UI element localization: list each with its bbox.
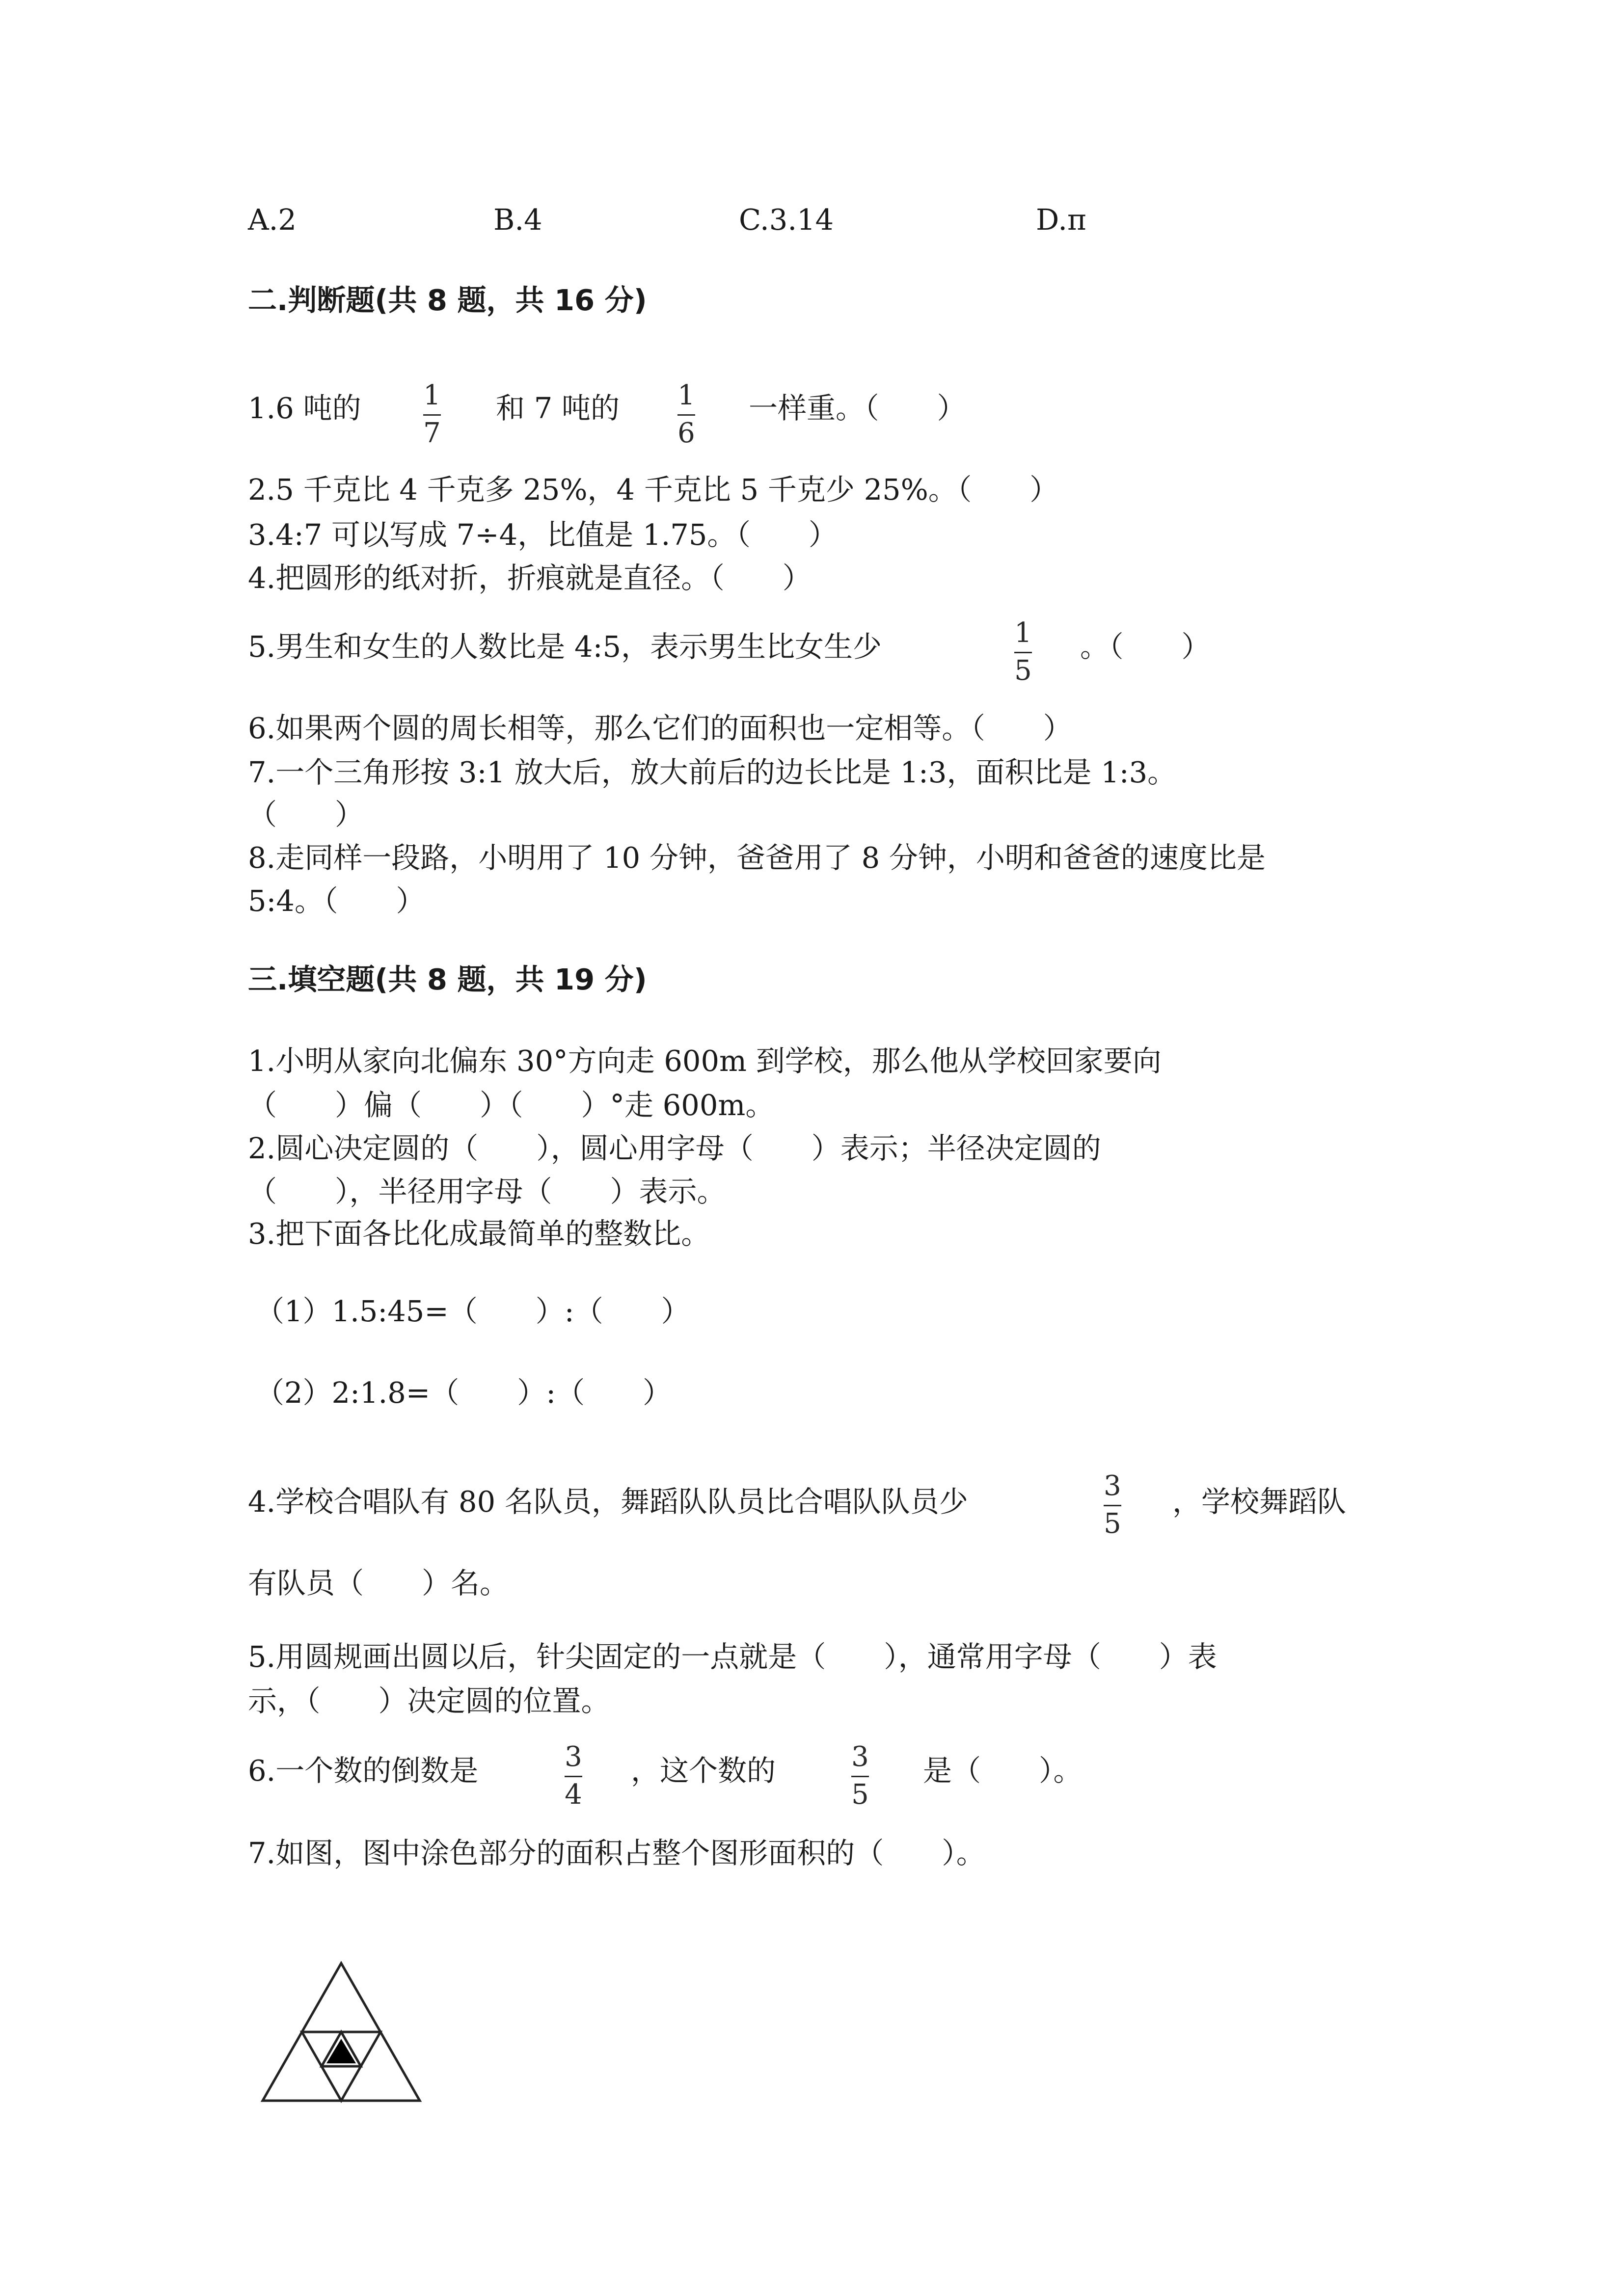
fraction-denominator: 7 [423, 417, 441, 449]
judge-q5-part1: 5.男生和女生的人数比是 4:5，表示男生比女生少 [248, 630, 882, 664]
fraction-numerator: 3 [1104, 1470, 1121, 1502]
fraction-numerator: 3 [851, 1741, 869, 1773]
section-2-title: 二.判断题(共 8 题，共 16 分) [248, 283, 647, 317]
section-3-title: 三.填空题(共 8 题，共 19 分) [248, 962, 647, 996]
fill-q4-line2: 有队员（ ）名。 [248, 1566, 509, 1600]
fraction-denominator: 4 [565, 1779, 582, 1811]
judge-q4: 4.把圆形的纸对折，折痕就是直径。（ ） [248, 561, 812, 595]
fill-q1-line2: （ ）偏（ ）（ ）°走 600m。 [248, 1088, 775, 1122]
fraction-3-5 [1104, 1472, 1121, 1538]
fraction-3-4 [565, 1743, 582, 1809]
fill-q6-part2: ，这个数的 [631, 1754, 776, 1788]
fraction-denominator: 5 [1014, 655, 1032, 687]
option-d: D.π [1036, 203, 1086, 237]
judge-q2: 2.5 千克比 4 千克多 25%，4 千克比 5 千克少 25%。（ ） [248, 473, 1059, 507]
option-b: B.4 [493, 203, 542, 237]
fraction-numerator: 1 [423, 379, 441, 411]
judge-q5-part2: 。（ ） [1080, 630, 1211, 664]
judge-q3: 3.4:7 可以写成 7÷4，比值是 1.75。（ ） [248, 518, 838, 552]
fraction-numerator: 1 [1014, 617, 1032, 649]
judge-q1-part3: 一样重。（ ） [749, 391, 966, 425]
fraction-denominator: 5 [851, 1779, 869, 1811]
fraction-1-7 [423, 379, 441, 449]
judge-q8-line2: 5:4。（ ） [248, 884, 425, 918]
fraction-numerator: 1 [677, 379, 695, 411]
judge-q8-line1: 8.走同样一段路，小明用了 10 分钟，爸爸用了 8 分钟，小明和爸爸的速度比是 [248, 841, 1266, 875]
fraction-denominator: 6 [677, 417, 695, 449]
fill-q3-sub1: （1）1.5:45=（ ）:（ ） [255, 1294, 690, 1328]
fill-q6-part1: 6.一个数的倒数是 [248, 1754, 479, 1788]
judge-q1-part2: 和 7 吨的 [496, 391, 620, 425]
fill-q5-line2: 示，（ ）决定圆的位置。 [248, 1684, 610, 1718]
fill-q2-line1: 2.圆心决定圆的（ ），圆心用字母（ ）表示；半径决定圆的 [248, 1131, 1101, 1165]
fill-q5-line1: 5.用圆规画出圆以后，针尖固定的一点就是（ ），通常用字母（ ）表 [248, 1640, 1217, 1674]
fill-q7: 7.如图，图中涂色部分的面积占整个图形面积的（ ）。 [248, 1836, 985, 1870]
option-a: A.2 [248, 203, 297, 237]
fill-q3-sub2: （2）2:1.8=（ ）:（ ） [255, 1376, 672, 1410]
judge-q7-line2: （ ） [248, 798, 364, 831]
fill-q2-line2: （ ），半径用字母（ ）表示。 [248, 1175, 726, 1208]
fraction-1-6 [677, 379, 695, 449]
fraction-denominator: 5 [1104, 1508, 1121, 1540]
fraction-1-5 [1014, 619, 1032, 685]
judge-q1-part1: 1.6 吨的 [248, 391, 361, 425]
option-c: C.3.14 [739, 203, 834, 237]
fill-q4-part1: 4.学校合唱队有 80 名队员，舞蹈队队员比合唱队队员少 [248, 1485, 968, 1519]
judge-q6: 6.如果两个圆的周长相等，那么它们的面积也一定相等。（ ） [248, 711, 1072, 745]
fill-q1-line1: 1.小明从家向北偏东 30°方向走 600m 到学校，那么他从学校回家要向 [248, 1044, 1162, 1078]
fraction-numerator: 3 [565, 1741, 582, 1773]
fill-q4-part2: ，学校舞蹈队 [1172, 1485, 1347, 1519]
fill-q3-line1: 3.把下面各比化成最简单的整数比。 [248, 1217, 710, 1251]
fraction-3-5 [851, 1743, 869, 1809]
judge-q7-line1: 7.一个三角形按 3:1 放大后，放大前后的边长比是 1:3，面积比是 1:3。 [248, 755, 1177, 789]
nested-triangle-figure [255, 1958, 427, 2106]
fill-q6-part3: 是（ ）。 [923, 1754, 1083, 1788]
